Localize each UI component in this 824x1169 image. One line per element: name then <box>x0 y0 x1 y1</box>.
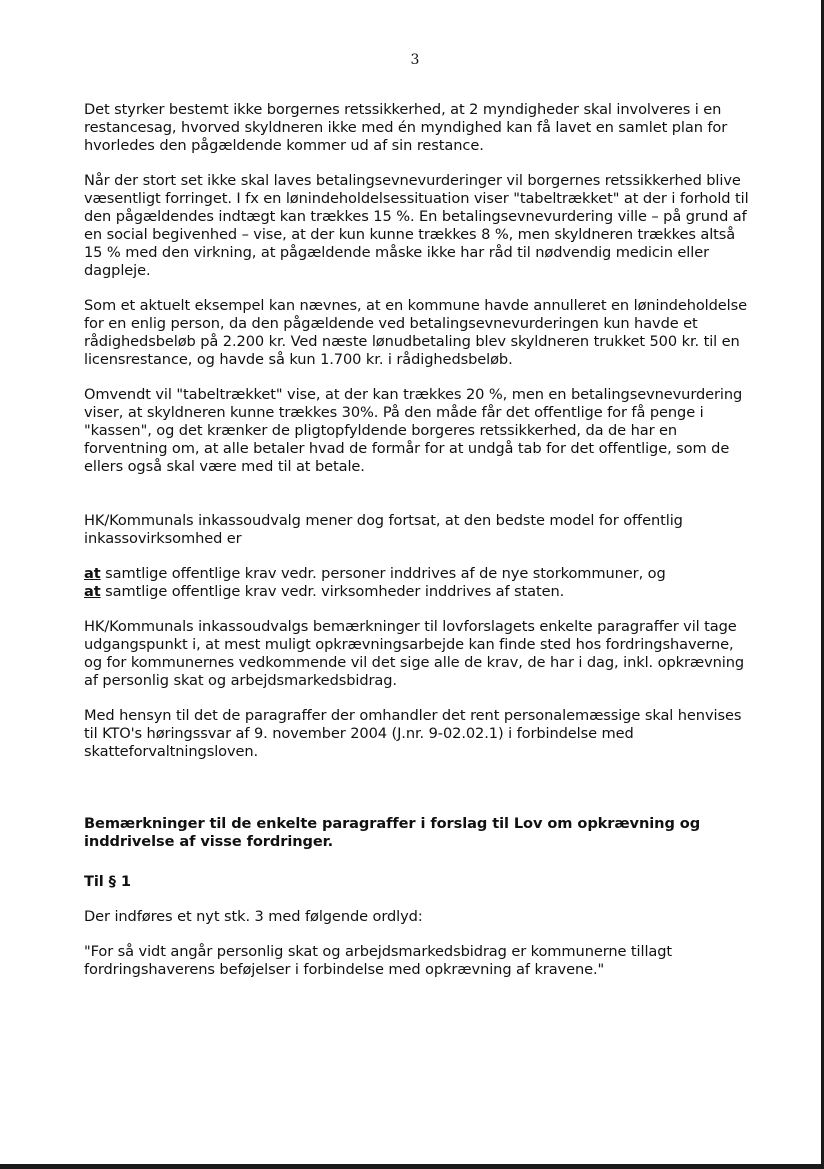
list-item-virksomheder: at samtlige offentlige krav vedr. virksomheder inddrives af staten. <box>84 583 565 600</box>
at-emphasis: at <box>84 583 101 600</box>
paragraph-tabeltraek: Omvendt vil "tabeltrækket" vise, at der kan trækkes 20 %, men en betalingsevnevurdering viser, at skyldneren kunne trækkes 30%. På den måde får det offentlige for få penge i "kassen", og det krænker de pligtopfyldende borgeres retssikkerhed, da de har en forventning om, at alle betaler hvad de formår for at undgå tab for det offentlige, som de ellers også skal være med til at betale. <box>84 386 743 475</box>
paragraph-example: Som et aktuelt eksempel kan nævnes, at en kommune havde annulleret en lønindeholdelse for en enlig person, da den pågældende ved betalingsevnevurderingen kun havde et rådighedsbeløb på 2.200 kr. Ved næste lønudbetaling blev skyldneren trukket 500 kr. til en licensrestance, og havde så kun 1.700 kr. i rådighedsbeløb. <box>84 297 748 368</box>
section-heading: Bemærkninger til de enkelte paragraffer i forslag til Lov om opkrævning og inddrivelse af visse fordringer. <box>84 815 701 850</box>
paragraph-stk3: Der indføres et nyt stk. 3 med følgende ordlyd: <box>84 908 423 925</box>
paragraph-model: HK/Kommunals inkassoudvalg mener dog fortsat, at den bedste model for offentlig inkassovirksomhed er <box>84 512 683 547</box>
list-item-personer: at samtlige offentlige krav vedr. personer inddrives af de nye storkommuner, og <box>84 565 666 582</box>
paragraph-betalingsevnevurdering: Når der stort set ikke skal laves betalingsevnevurderinger vil borgernes retssikkerhed blive væsentligt forringet. I fx en lønindeholdelsessituation viser "tabeltrækket" at der i forhold til den pågældendes indtægt kan trækkes 15 %. En betalingsevnevurdering ville – på grund af en social begivenhed – vise, at der kun kunne trækkes 8 %, men skyldneren trækkes altså 15 % med den virkning, at pågældende måske ikke har råd til nødvendig medicin eller dagpleje. <box>84 172 749 279</box>
paragraph-bemaerkninger: HK/Kommunals inkassoudvalgs bemærkninger til lovforslagets enkelte paragraffer vil tage udgangspunkt i, at mest muligt opkrævningsarbejde kan finde sted hos fordringshaverne, og for kommunernes vedkommende vil det sige alle de krav, de har i dag, inkl. opkrævning af personlig skat og arbejdsmarkedsbidrag. <box>84 618 745 689</box>
paragraph-restancesag: Det styrker bestemt ikke borgernes retssikkerhed, at 2 myndigheder skal involveres i en restancesag, hvorved skyldneren ikke med én myndighed kan få lavet en samlet plan for hvorledes den pågældende kommer ud af sin restance. <box>84 101 728 154</box>
scan-edge-bottom <box>0 1164 824 1169</box>
paragraph-personale: Med hensyn til det de paragraffer der omhandler det rent personalemæssige skal henvises til KTO's høringssvar af 9. november 2004 (J.nr. 9-02.02.1) i forbindelse med skatteforvaltningsloven. <box>84 707 742 760</box>
page-number: 3 <box>410 52 420 68</box>
quote-ordlyd: "For så vidt angår personlig skat og arbejdsmarkedsbidrag er kommunerne tillagt fordringshaverens beføjelser i forbindelse med opkrævning af kravene." <box>84 943 673 978</box>
at-emphasis: at <box>84 565 101 582</box>
subheading-paragraph-1: Til § 1 <box>84 873 131 890</box>
document-body <box>84 101 754 979</box>
